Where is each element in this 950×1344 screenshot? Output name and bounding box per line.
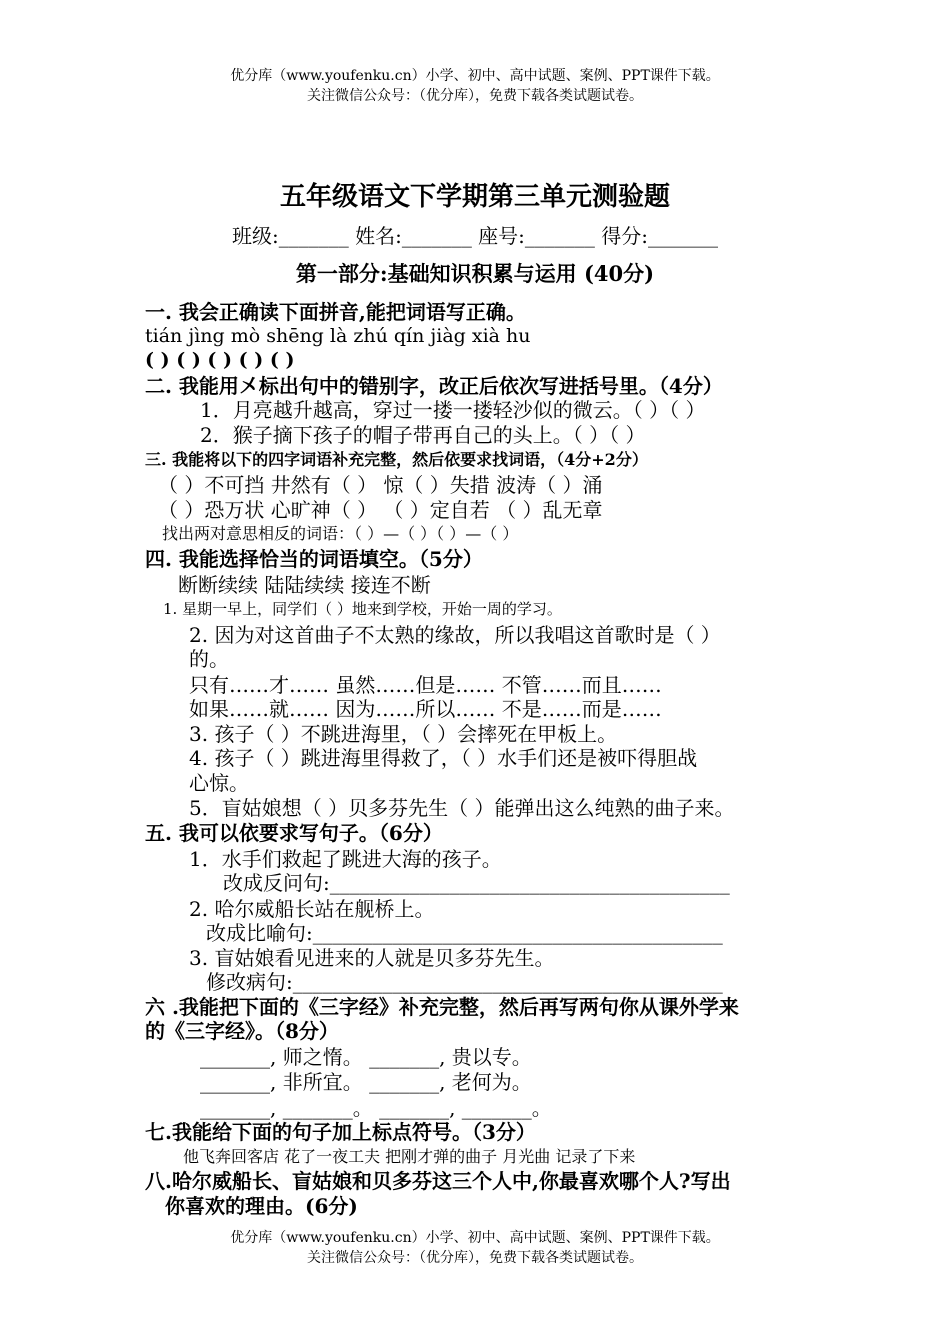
header-line-2: 关注微信公众号：（优分库），免费下载各类试题试卷。 bbox=[307, 88, 643, 104]
section-1-pinyin: tián jìng mò shēng là zhú qín jiàg xià hu bbox=[145, 325, 531, 347]
section-7-heading: 七.我能给下面的句子加上标点符号。（3分） bbox=[145, 1120, 536, 1144]
section-3-heading: 三. 我能将以下的四字词语补充完整，然后依要求找词语，（4分+2分） bbox=[145, 450, 648, 469]
section-4-question-5: 5．盲姑娘想（ ）贝多芬先生（ ）能弹出这么纯熟的曲子来。 bbox=[189, 796, 735, 820]
section-5-question-1: 1．水手们救起了跳进大海的孩子。 bbox=[189, 847, 502, 871]
section-2-heading: 二. 我能用㐅标出句中的错别字，改正后依次写进括号里。（4分） bbox=[145, 374, 723, 398]
section-4-question-2-cont: 的。 bbox=[189, 647, 229, 671]
section-6-row-1: _______, 师之惰。 _______, 贵以专。 bbox=[200, 1045, 532, 1069]
student-info-line: 班级:_______ 姓名:_______ 座号:_______ 得分:_______ bbox=[231, 224, 719, 248]
section-4-conjunctions-2: 如果……就…… 因为……所以…… 不是……而是…… bbox=[189, 697, 662, 721]
page-title: 五年级语文下学期第三单元测验题 bbox=[279, 182, 670, 212]
header-line-1: 优分库（www.youfenku.cn）小学、初中、高中试题、案例、PPT课件下载。 bbox=[230, 68, 720, 84]
section-4-question-4: 4. 孩子（ ）跳进海里得救了，（ ）水手们还是被吓得胆战 bbox=[189, 746, 698, 770]
section-4-question-1: 1. 星期一早上，同学们（ ）地来到学校，开始一周的学习。 bbox=[163, 600, 562, 618]
section-4-question-2: 2. 因为对这首曲子不太熟的缘故，所以我唱这首歌时是（ ） bbox=[189, 623, 721, 647]
section-3-row-1: （ ）不可挡 井然有（ ） 惊（ ）失措 波涛（ ）涌 bbox=[158, 473, 603, 497]
section-4-question-3: 3. 孩子（ ）不跳进海里，（ ）会摔死在甲板上。 bbox=[189, 722, 618, 746]
section-6-row-2: _______, 非所宜。 _______, 老何为。 bbox=[200, 1070, 532, 1094]
section-5-task-1: 改成反问句:________________________________________ bbox=[223, 871, 730, 895]
footer-line-1: 优分库（www.youfenku.cn）小学、初中、高中试题、案例、PPT课件下载。 bbox=[230, 1230, 720, 1246]
section-4-heading: 四. 我能选择恰当的词语填空。（5分） bbox=[145, 547, 483, 571]
part-one-title: 第一部分:基础知识积累与运用 (40分) bbox=[295, 261, 655, 286]
footer-line-2: 关注微信公众号：（优分库），免费下载各类试题试卷。 bbox=[307, 1250, 643, 1266]
section-6-heading-cont: 的《三字经》。（8分） bbox=[145, 1019, 339, 1043]
section-5-task-3: 修改病句:___________________________________________ bbox=[206, 970, 723, 994]
section-3-row-2: （ ）恐万状 心旷神（ ） （ ）定自若 （ ）乱无章 bbox=[158, 498, 603, 522]
section-6-row-3: _______, _______。 _______, _______。 bbox=[200, 1096, 552, 1120]
section-5-question-3: 3. 盲姑娘看见进来的人就是贝多芬先生。 bbox=[189, 946, 555, 970]
section-7-sentence: 他飞奔回客店 花了一夜工夫 把刚才弹的曲子 月光曲 记录了下来 bbox=[183, 1147, 636, 1166]
section-8-heading: 八.哈尔威船长、盲姑娘和贝多芬这三个人中,你最喜欢哪个人?写出 bbox=[145, 1169, 731, 1193]
section-4-question-4-cont: 心惊。 bbox=[189, 771, 249, 795]
section-5-question-2: 2. 哈尔威船长站在舰桥上。 bbox=[189, 897, 435, 921]
section-5-heading: 五. 我可以依要求写句子。（6分） bbox=[145, 821, 443, 845]
section-2-item: 2．猴子摘下孩子的帽子带再自己的头上。（ ）（ ） bbox=[200, 423, 646, 447]
section-1-parens: ( ) ( ) ( ) ( ) ( ) bbox=[145, 349, 295, 371]
section-4-conjunctions-1: 只有……才…… 虽然……但是…… 不管……而且…… bbox=[189, 673, 662, 697]
section-8-heading-cont: 你喜欢的理由。(6分) bbox=[165, 1194, 358, 1218]
section-1-heading: 一. 我会正确读下面拼音,能把词语写正确。 bbox=[145, 300, 526, 324]
section-6-heading: 六 .我能把下面的《三字经》补充完整，然后再写两句你从课外学来 bbox=[145, 995, 739, 1019]
section-5-task-2: 改成比喻句:_________________________________________ bbox=[206, 921, 723, 945]
section-3-find: 找出两对意思相反的词语：（ ）—（ ）（ ）—（ ） bbox=[162, 524, 519, 543]
section-2-item: 1．月亮越升越高，穿过一搂一搂轻沙似的微云。（ ）（ ） bbox=[200, 398, 706, 422]
section-4-word-bank: 断断续续 陆陆续续 接连不断 bbox=[178, 573, 431, 597]
